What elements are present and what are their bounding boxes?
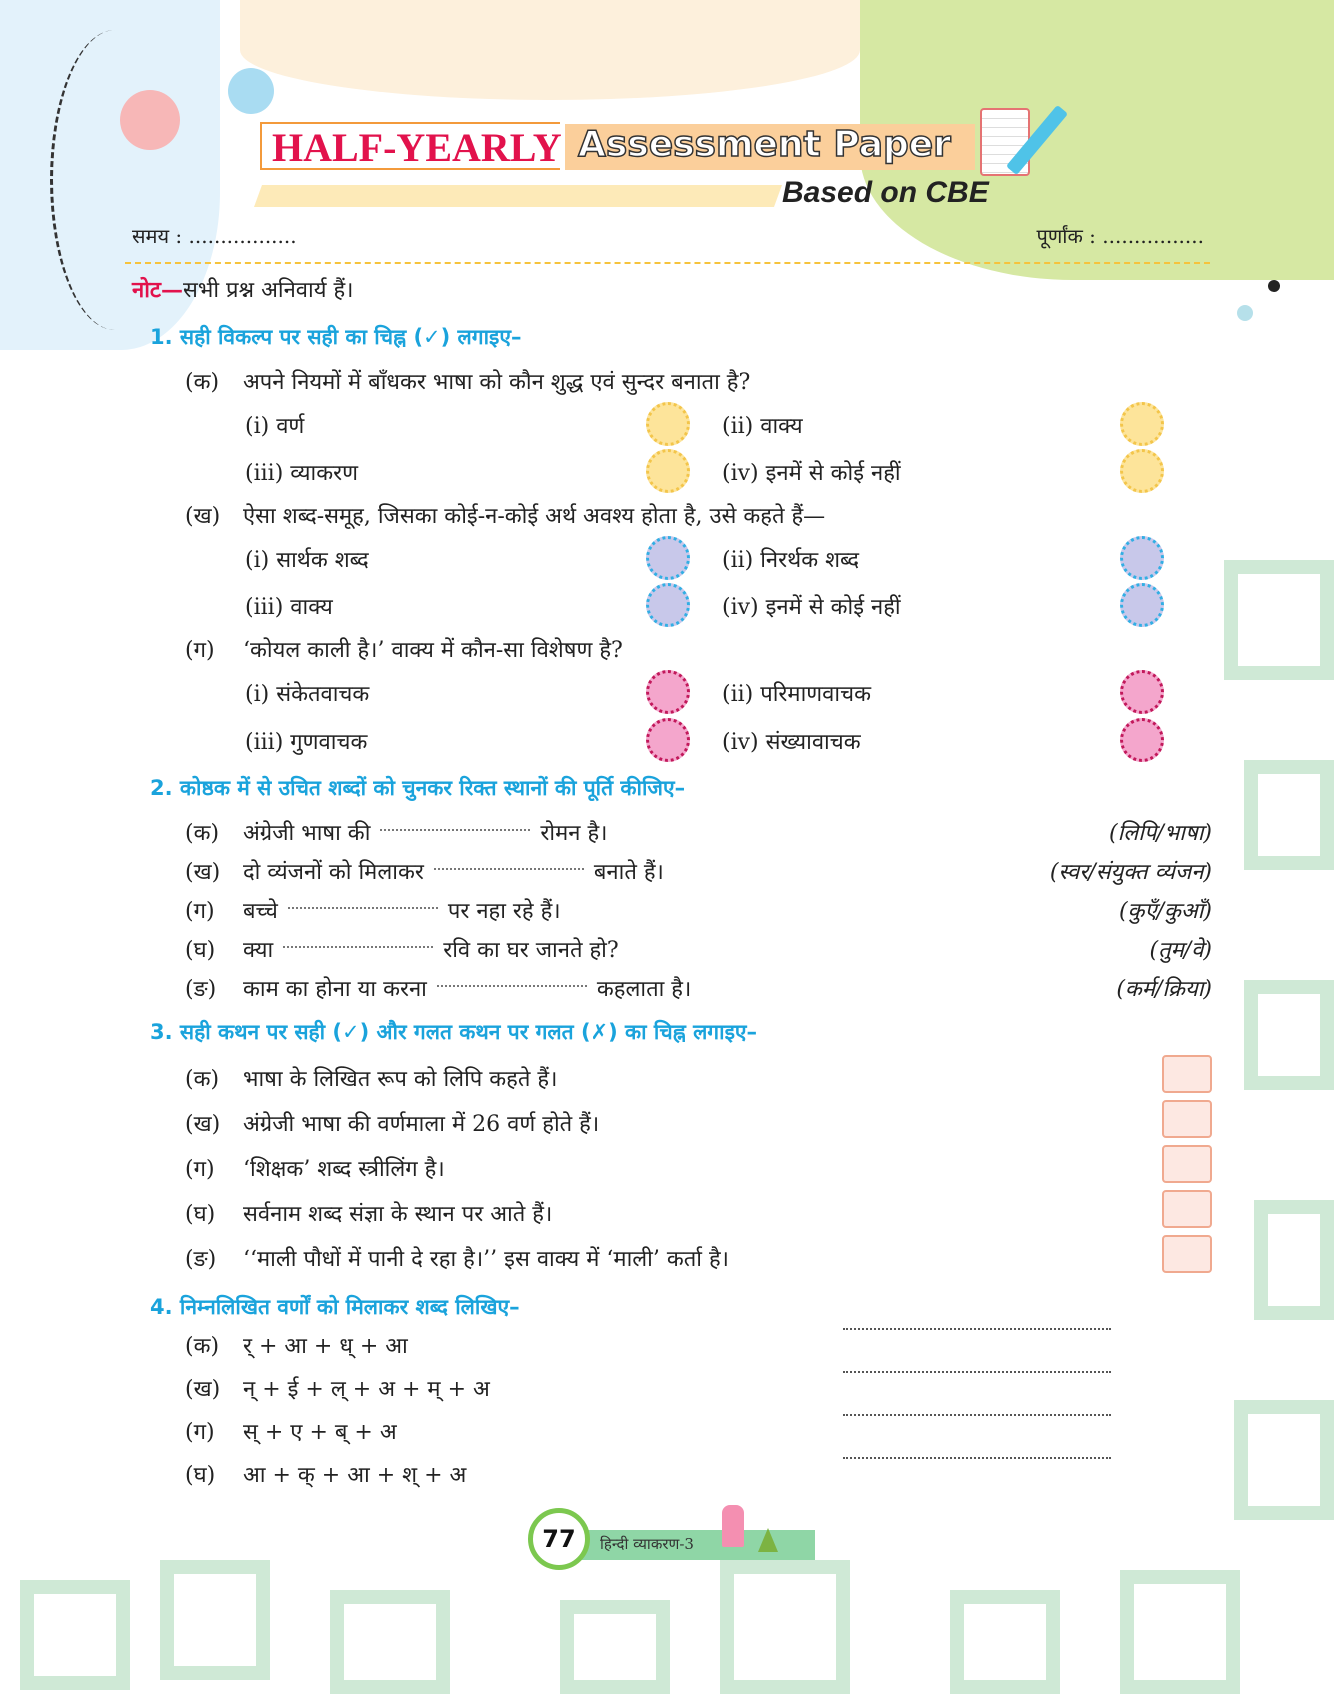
letters-text: न् + ई + ल् + अ + म् + अ — [243, 1377, 490, 1402]
blank-input[interactable] — [437, 973, 587, 987]
statement-row — [185, 1108, 599, 1138]
option-label: (ii) परिमाणवाचक — [722, 682, 871, 707]
statement-row — [185, 1243, 729, 1273]
option-label: (i) संकेतवाचक — [245, 682, 370, 707]
part-label: (क) — [185, 370, 220, 395]
answer-flower-checkbox[interactable] — [646, 536, 690, 580]
answer-box[interactable] — [1162, 1100, 1212, 1138]
page-number-badge — [528, 1508, 590, 1570]
statement-text: सर्वनाम शब्द संज्ञा के स्थान पर आते हैं। — [243, 1202, 553, 1227]
statement-row — [185, 1063, 557, 1093]
q1-part — [185, 634, 623, 664]
letters-text: स् + ए + ब् + अ — [243, 1420, 397, 1445]
book-title: हिन्दी व्याकरण-3 — [600, 1535, 694, 1553]
option-label: (i) वर्ण — [245, 414, 305, 439]
answer-box[interactable] — [1162, 1145, 1212, 1183]
answer-flower-checkbox[interactable] — [1120, 536, 1164, 580]
answer-line[interactable] — [843, 1414, 1111, 1416]
blank-input[interactable] — [380, 817, 530, 831]
time-field[interactable]: समय : ................. — [132, 224, 297, 248]
bg-square — [1224, 560, 1334, 680]
word-options: (तुम/वे) — [1149, 938, 1212, 963]
row-label: (घ) — [185, 1202, 216, 1227]
option-label: (ii) निरर्थक शब्द — [722, 548, 860, 573]
answer-flower-checkbox[interactable] — [1120, 449, 1164, 493]
text-before: अंग्रेजी भाषा की — [243, 821, 371, 846]
question-text: ऐसा शब्द-समूह, जिसका कोई-न-कोई अर्थ अवश्य होता है, उसे कहते हैं— — [243, 504, 826, 529]
dashed-divider — [125, 262, 1210, 264]
text-after: रोमन है। — [540, 821, 608, 846]
row-label: (घ) — [185, 1463, 216, 1488]
question-text: अपने नियमों में बाँधकर भाषा को कौन शुद्ध एवं सुन्दर बनाता है? — [243, 370, 751, 395]
text-after: पर नहा रहे हैं। — [447, 899, 561, 924]
part-label: (ख) — [185, 504, 221, 529]
combine-row — [185, 1459, 466, 1489]
combine-row — [185, 1416, 397, 1446]
row-label: (क) — [185, 1067, 220, 1092]
bg-square — [1244, 760, 1334, 870]
q4-title: 4. निम्नलिखित वर्णों को मिलाकर शब्द लिखिए– — [150, 1295, 520, 1319]
bg-square — [330, 1590, 450, 1694]
row-label: (ङ) — [185, 977, 217, 1002]
combine-row — [185, 1373, 490, 1403]
bg-square — [950, 1590, 1060, 1694]
tree-icon — [758, 1528, 778, 1552]
page-number: 77 — [542, 1525, 576, 1553]
title-banner-bg — [254, 185, 782, 207]
answer-flower-checkbox[interactable] — [1120, 670, 1164, 714]
combine-row — [185, 1330, 408, 1360]
fill-blank-row — [185, 856, 664, 886]
text-after: रवि का घर जानते हो? — [443, 938, 619, 963]
statement-text: ‘शिक्षक’ शब्द स्त्रीलिंग है। — [243, 1157, 445, 1182]
part-label: (ग) — [185, 638, 215, 663]
note-text: सभी प्रश्न अनिवार्य हैं। — [183, 278, 354, 303]
word-options: (कुएँ/कुआँ) — [1118, 899, 1212, 924]
skater-boy-illustration — [722, 1505, 744, 1547]
title-assessment-paper: Assessment Paper — [578, 124, 951, 165]
option-label: (iii) व्याकरण — [245, 461, 359, 486]
answer-flower-checkbox[interactable] — [646, 718, 690, 762]
note — [132, 274, 354, 304]
statement-row — [185, 1198, 552, 1228]
row-label: (क) — [185, 821, 220, 846]
bg-circle-dot — [1268, 280, 1280, 292]
note-label: नोट— — [132, 277, 183, 303]
row-label: (ख) — [185, 1377, 221, 1402]
subtitle-based-on-cbe: Based on CBE — [782, 176, 989, 209]
statement-text: भाषा के लिखित रूप को लिपि कहते हैं। — [243, 1067, 558, 1092]
blank-input[interactable] — [434, 856, 584, 870]
q1-title: 1. सही विकल्प पर सही का चिह्न (✓) लगाइए– — [150, 325, 522, 349]
bg-square — [1254, 1200, 1334, 1320]
option-label: (iv) संख्यावाचक — [722, 730, 861, 755]
row-label: (ग) — [185, 1420, 215, 1445]
answer-line[interactable] — [843, 1457, 1111, 1459]
statement-row — [185, 1153, 445, 1183]
row-label: (ग) — [185, 899, 215, 924]
answer-line[interactable] — [843, 1371, 1111, 1373]
statement-text: ‘‘माली पौधों में पानी दे रहा है।’’ इस वाक्य में ‘माली’ कर्ता है। — [243, 1247, 730, 1272]
q3-title: 3. सही कथन पर सही (✓) और गलत कथन पर गलत (✗) का चिह्न लगाइए– — [150, 1020, 757, 1044]
answer-flower-checkbox[interactable] — [1120, 718, 1164, 762]
word-options: (स्वर/संयुक्त व्यंजन) — [1049, 860, 1212, 885]
q1-part — [185, 366, 750, 396]
answer-flower-checkbox[interactable] — [646, 449, 690, 493]
answer-line[interactable] — [843, 1328, 1111, 1330]
letters-text: र् + आ + ध् + आ — [243, 1334, 408, 1359]
marks-field[interactable]: पूर्णांक : ................ — [1036, 224, 1204, 248]
text-after: बनाते हैं। — [593, 860, 664, 885]
fill-blank-row — [185, 973, 691, 1003]
bg-square — [560, 1600, 670, 1694]
option-label: (iv) इनमें से कोई नहीं — [722, 595, 901, 620]
word-options: (कर्म/क्रिया) — [1116, 977, 1212, 1002]
option-label: (iii) गुणवाचक — [245, 730, 368, 755]
fill-blank-row — [185, 817, 607, 847]
answer-box[interactable] — [1162, 1235, 1212, 1273]
title-half-yearly: HALF-YEARLY — [272, 125, 562, 170]
text-after: कहलाता है। — [596, 977, 692, 1002]
word-options: (लिपि/भाषा) — [1109, 821, 1212, 846]
blank-input[interactable] — [288, 895, 438, 909]
answer-flower-checkbox[interactable] — [1120, 402, 1164, 446]
row-label: (ग) — [185, 1157, 215, 1182]
bg-square — [720, 1560, 850, 1694]
bg-square — [1120, 1570, 1240, 1694]
answer-flower-checkbox[interactable] — [646, 583, 690, 627]
fill-blank-row — [185, 934, 619, 964]
row-label: (ङ) — [185, 1247, 217, 1272]
row-label: (ख) — [185, 1112, 221, 1137]
bg-circle-blue — [228, 68, 274, 114]
answer-flower-checkbox[interactable] — [646, 670, 690, 714]
answer-flower-checkbox[interactable] — [646, 402, 690, 446]
q1-part — [185, 500, 825, 530]
question-text: ‘कोयल काली है।’ वाक्य में कौन-सा विशेषण है? — [243, 638, 623, 663]
statement-text: अंग्रेजी भाषा की वर्णमाला में 26 वर्ण होते हैं। — [243, 1112, 600, 1137]
q2-title: 2. कोष्ठक में से उचित शब्दों को चुनकर रिक्त स्थानों की पूर्ति कीजिए– — [150, 776, 686, 800]
text-before: क्या — [243, 938, 274, 963]
answer-box[interactable] — [1162, 1190, 1212, 1228]
answer-flower-checkbox[interactable] — [1120, 583, 1164, 627]
option-label: (i) सार्थक शब्द — [245, 548, 369, 573]
text-before: दो व्यंजनों को मिलाकर — [243, 860, 424, 885]
bg-square — [160, 1560, 270, 1680]
letters-text: आ + क् + आ + श् + अ — [243, 1463, 467, 1488]
row-label: (क) — [185, 1334, 220, 1359]
row-label: (घ) — [185, 938, 216, 963]
blank-input[interactable] — [283, 934, 433, 948]
bg-blob-peach — [240, 0, 860, 100]
bg-square — [1234, 1400, 1334, 1520]
option-label: (ii) वाक्य — [722, 414, 803, 439]
bg-square — [20, 1580, 130, 1690]
text-before: काम का होना या करना — [243, 977, 427, 1002]
fill-blank-row — [185, 895, 561, 925]
bg-circle-dot — [1237, 305, 1253, 321]
answer-box[interactable] — [1162, 1055, 1212, 1093]
bg-square — [1244, 980, 1334, 1090]
text-before: बच्चे — [243, 899, 278, 924]
option-label: (iv) इनमें से कोई नहीं — [722, 461, 901, 486]
row-label: (ख) — [185, 860, 221, 885]
option-label: (iii) वाक्य — [245, 595, 333, 620]
